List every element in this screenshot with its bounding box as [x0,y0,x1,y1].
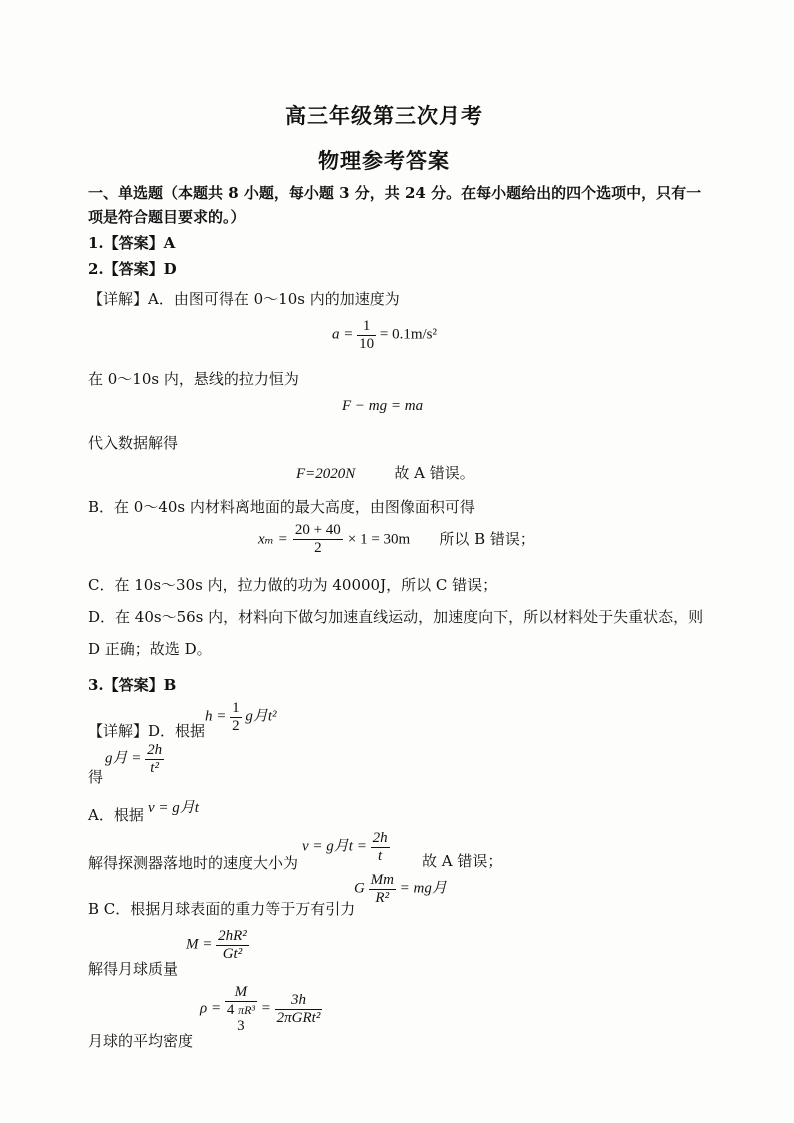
eq-rhs: = 0.1m/s² [379,326,438,343]
eq-numerator: 2h [147,742,163,758]
eq-fraction [145,742,164,776]
q3-answer: 3.【答案】B [88,676,177,694]
q3-text-a: A．根据 [88,806,144,824]
q3-text-de: 得 [88,768,104,786]
eq-numerator-2: 3h [275,992,323,1010]
q2-text-substitute: 代入数据解得 [88,434,179,452]
equation-moon-mass [186,928,249,962]
q2-text-d-conclusion: D 正确；故选 D。 [88,640,212,658]
eq-fraction-result [275,992,323,1026]
equation-gravitation [354,872,447,906]
eq-fraction [357,318,376,352]
eq-lhs: xₘ = [258,531,288,548]
equation-acceleration [332,318,437,352]
eq-den-volume: πR³ [238,1002,256,1017]
equation-velocity: v = g月t [148,800,199,816]
page-title: 高三年级第三次月考 [285,103,483,128]
eq-denominator [225,1002,257,1035]
eq-rhs: g月t² [245,708,277,725]
eq-numerator: 1 [232,700,240,716]
q2-text-b: B．在 0～40s 内材料离地面的最大高度，由图像面积可得 [88,498,475,516]
equation-height [258,522,535,556]
eq-denominator: 2 [314,539,322,556]
q3-detail-d: 【详解】D．根据 [88,722,206,740]
equation-newton: F − mg = ma [342,398,424,414]
q2-answer: 2.【答案】D [88,260,177,278]
q3-text-mass: 解得月球质量 [88,960,179,978]
eq-force-note: 故 A 错误。 [394,464,475,482]
eq-lhs: M = [186,936,213,953]
eq-lhs: g月 = [105,750,142,767]
q3-a-note: 故 A 错误； [422,852,503,870]
eq-fraction [369,872,396,906]
eq-note: 所以 B 错误； [439,529,535,548]
q2-text-c: C．在 10s～30s 内，拉力做的功为 40000J，所以 C 错误； [88,576,498,594]
eq-numerator: 2h [372,830,388,846]
eq-numerator: M [225,984,257,1002]
equation-gravity-moon [105,742,164,776]
eq-lhs: ρ = [200,1000,222,1017]
eq-lhs: h = [205,708,227,725]
eq-den-four: 4 [226,1001,235,1018]
eq-denominator: t [377,847,383,864]
eq-g-const: G [354,880,365,897]
eq-denominator: Gt² [222,945,243,962]
eq-equals: = [260,1000,271,1017]
q2-text-d: D．在 40s～56s 内，材料向下做匀加速直线运动，加速度向下，所以材料处于失重状态，则 [88,608,704,626]
eq-numerator: 1 [357,318,376,336]
page-subtitle: 物理参考答案 [318,148,450,173]
eq-numerator: Mm [370,872,394,888]
eq-fraction [216,928,249,962]
equation-density [200,984,322,1035]
equation-force-result [296,462,475,483]
equation-landing-velocity [302,830,390,864]
eq-denominator: 2 [232,717,240,734]
eq-denominator: R² [375,889,390,906]
eq-den-three: 3 [237,1018,245,1034]
q3-text-bc: B C．根据月球表面的重力等于万有引力 [88,900,356,918]
section-heading-line2: 项是符合题目要求的。） [88,208,246,226]
eq-rhs: = mg月 [399,880,447,897]
q3-text-density: 月球的平均密度 [88,1032,194,1050]
equation-height-free-fall [205,700,277,734]
eq-denominator: 10 [359,335,375,352]
eq-lhs: a = [332,326,354,343]
eq-force: F=2020N [296,466,356,482]
eq-fraction [293,522,343,556]
q2-detail-a: 【详解】A．由图可得在 0～10s 内的加速度为 [88,290,400,308]
eq-fraction [230,700,242,734]
eq-numerator: 20 + 40 [294,522,341,538]
eq-fraction [371,830,390,864]
eq-rhs: × 1 = 30m [347,531,411,548]
q1-answer: 1.【答案】A [88,234,176,252]
eq-lhs: v = g月t = [302,838,367,855]
eq-numerator: 2hR² [218,928,247,944]
q2-text-tension: 在 0～10s 内，悬线的拉力恒为 [88,370,299,388]
eq-denominator: t² [150,759,159,776]
section-heading-line1: 一、单选题（本题共 8 小题，每小题 3 分，共 24 分。在每小题给出的四个选项中，只有一 [88,184,702,202]
eq-denominator-2: 2πGRt² [276,1009,321,1026]
eq-fraction-mass-volume [225,984,257,1035]
q3-text-velocity: 解得探测器落地时的速度大小为 [88,854,299,872]
